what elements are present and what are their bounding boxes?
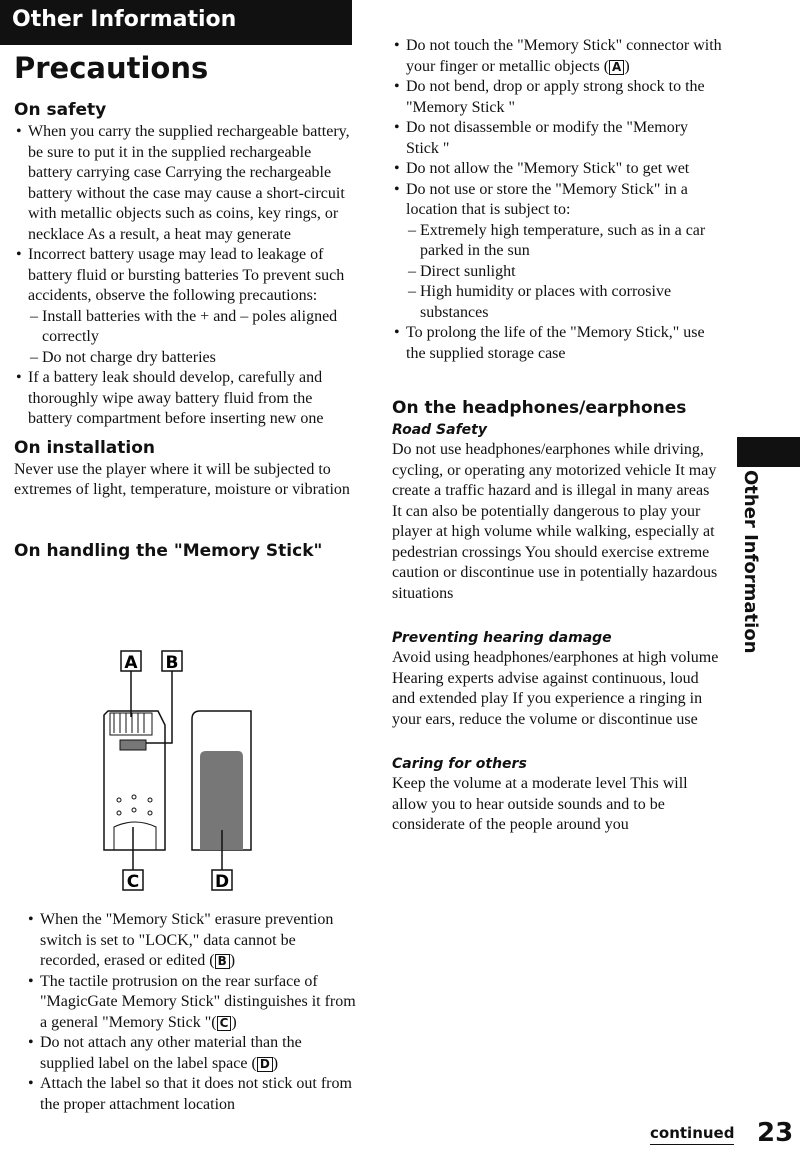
sub-item: – High humidity or places with corrosive substances — [392, 282, 722, 323]
list-item: • When you carry the supplied rechargeable battery, be sure to put it in the supplied rechargeable battery carrying case Carrying the rechargeable battery without the case may cause a short-circuit with metallic objects such as coins, key rings, or necklace As a result, a heat may generate — [14, 122, 356, 245]
list-item — [26, 910, 356, 972]
side-tab — [732, 470, 762, 660]
list-item — [392, 180, 722, 324]
installation-text: Never use the player where it will be subjected to extremes of light, temperature, moisture or vibration — [14, 460, 350, 498]
road-safety-heading: Road Safety — [392, 422, 487, 438]
paren: ) — [272, 1054, 279, 1072]
installation-heading: On installation — [14, 437, 155, 458]
headphones-heading: On the headphones/earphones — [392, 398, 687, 418]
list-item-text: When the "Memory Stick" erasure prevention switch is set to "LOCK," data cannot be recorded, erased or edited ( — [40, 911, 334, 969]
list-item — [14, 245, 356, 368]
paren: ) — [624, 57, 630, 75]
list-item: • Do not disassemble or modify the "Memory Stick " — [392, 118, 722, 159]
sub-item: – Install batteries with the + and – poles aligned correctly — [14, 307, 356, 348]
sub-item: – Extremely high temperature, such as in a car parked in the sun — [392, 221, 722, 262]
ref-box: D — [257, 1057, 273, 1072]
sub-item: – Do not charge dry batteries — [14, 348, 356, 369]
side-tab-label: Other Information — [740, 470, 761, 654]
list-item: • Attach the label so that it does not stick out from the proper attachment location — [26, 1074, 356, 1115]
list-item — [26, 972, 356, 1034]
figure-label-b: B — [165, 653, 179, 673]
figure-label-d: D — [214, 872, 230, 892]
list-item-text: Incorrect battery usage may lead to leakage of battery fluid or bursting batteries To prevent such accidents, observe the following precautions: — [28, 246, 345, 304]
continued-label: continued — [650, 1122, 734, 1145]
sub-item: – Direct sunlight — [392, 262, 722, 283]
section-header: Other Information — [0, 0, 352, 45]
right-column — [392, 36, 722, 836]
list-item: • Do not allow the "Memory Stick" to get wet — [392, 159, 722, 180]
others-heading: Caring for others — [392, 756, 527, 772]
list-item-text: The tactile protrusion on the rear surface of "MagicGate Memory Stick" distinguishes it from a general "Memory Stick "( — [40, 972, 356, 1031]
ref-box: A — [609, 60, 624, 75]
memory-stick-back — [192, 711, 251, 850]
memory-stick-heading: On handling the "Memory Stick" — [14, 540, 323, 561]
memory-stick-list — [26, 910, 356, 1115]
page-number: 23 — [757, 1118, 794, 1148]
ref-box: C — [217, 1016, 232, 1031]
list-item — [392, 36, 722, 77]
list-item: • To prolong the life of the "Memory Stick," use the supplied storage case — [392, 323, 722, 364]
list-item-text: Do not attach any other material than the supplied label on the label space ( — [40, 1034, 302, 1072]
hearing-heading: Preventing hearing damage — [392, 630, 612, 646]
list-item: • Do not bend, drop or apply strong shock to the "Memory Stick " — [392, 77, 722, 118]
page-title: Precautions — [14, 51, 209, 85]
list-item: • If a battery leak should develop, carefully and thoroughly wipe away battery fluid from the battery compartment before inserting new one — [14, 368, 356, 430]
ref-box: B — [215, 954, 230, 969]
paren: ) — [231, 1013, 237, 1031]
paren: ) — [229, 952, 236, 969]
memory-stick-front — [104, 711, 165, 850]
memory-stick-figure — [90, 645, 290, 895]
road-safety-text: Do not use headphones/earphones while driving, cycling, or operating any motorized vehicle It may create a traffic hazard and is illegal in many areas It can also be potentially dangerous to play your player at high volume while walking, especially at pedestrian crossings You should exercise extreme caution or discontinue use in potentially hazardous situations — [392, 441, 718, 602]
list-item — [26, 1033, 356, 1074]
safety-heading: On safety — [14, 100, 107, 120]
left-column — [14, 48, 356, 563]
side-tab-marker — [737, 437, 800, 467]
list-item-text: Do not touch the "Memory Stick" connector with your finger or metallic objects ( — [406, 37, 722, 75]
others-text: Keep the volume at a moderate level This will allow you to hear outside sounds and to be considerate of the people around you — [392, 775, 688, 833]
list-item-text: Do not use or store the "Memory Stick" in a location that is subject to: — [406, 180, 688, 218]
figure-label-a: A — [124, 653, 138, 673]
figure-label-c: C — [126, 872, 140, 892]
hearing-text: Avoid using headphones/earphones at high volume Hearing experts advise against continuous, loud and extended play If you experience a ringing in your ears, reduce the volume or discontinue use — [392, 649, 719, 728]
